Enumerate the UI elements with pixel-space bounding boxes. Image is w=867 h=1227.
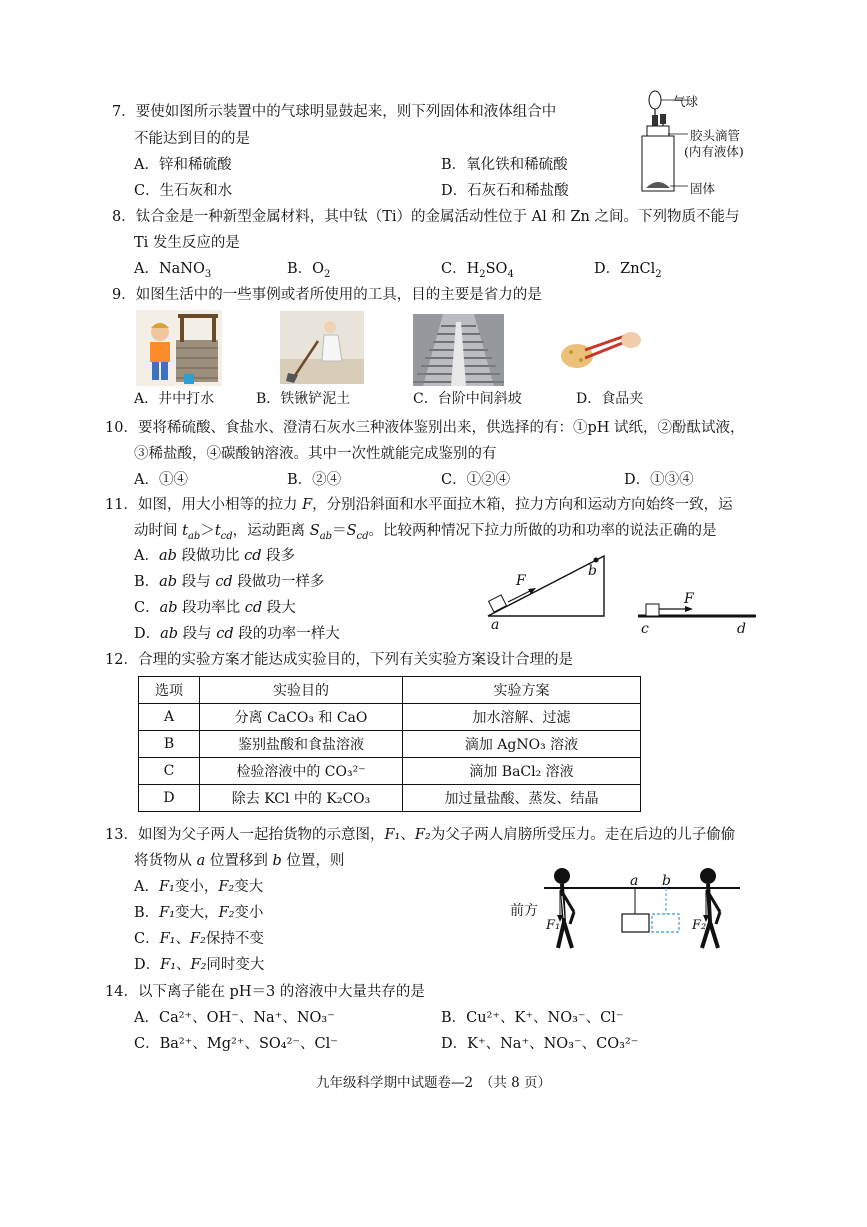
q13-option-c: C．F₁、F₂保持不变	[134, 931, 264, 947]
table-cell-plan: 加过量盐酸、蒸发、结晶	[403, 785, 641, 812]
q14-option-d: D．K⁺、Na⁺、NO₃⁻、CO₃²⁻	[441, 1036, 639, 1052]
q11-fig-point-b: b	[588, 563, 597, 579]
table-cell-plan: 加水溶解、过滤	[403, 704, 641, 731]
q10-option-c: C．①②④	[441, 472, 511, 488]
q13-option-d: D．F₁、F₂同时变大	[134, 957, 265, 973]
q7-option-d: D．石灰石和稀盐酸	[441, 183, 569, 199]
q10-stem-line2: ③稀盐酸，④碳酸钠溶液。其中一次性就能完成鉴别的有	[134, 446, 497, 462]
table-header-row	[139, 677, 641, 704]
q8-option-b: B．$O_2$	[287, 261, 331, 280]
q9-shovel-image	[280, 311, 364, 384]
q9-option-b: B．铁锹铲泥土	[256, 391, 351, 407]
table-cell-option: D	[139, 785, 200, 812]
table-header-cell: 实验方案	[403, 677, 641, 704]
q11-option-a: A．ab 段做功比 cd 段多	[134, 548, 296, 564]
q12-stem: 12．合理的实验方案才能达成实验目的，下列有关实验方案设计合理的是	[105, 652, 573, 668]
q11-fig-force-label-flat: F	[684, 591, 694, 607]
q7-option-b: B．氧化铁和稀硫酸	[441, 157, 568, 173]
q13-fig-f1-label: F₁	[546, 918, 561, 933]
table-cell-option: A	[139, 704, 200, 731]
q11-stem-line1: 11．如图，用大小相等的拉力 F，分别沿斜面和水平面拉木箱，拉力方向和运动方向始终一致，运	[105, 497, 733, 513]
page-footer: 九年级科学期中试题卷—2 （共 8 页）	[315, 1075, 551, 1091]
table-cell-option: C	[139, 758, 200, 785]
table-row	[139, 758, 641, 785]
q8-option-d: D．ZnCl$_2$	[594, 261, 662, 280]
q13-fig-f2-label: F₂	[692, 918, 707, 933]
q13-stem-line1: 13．如图为父子两人一起抬货物的示意图，F₁、F₂为父子两人肩膀所受压力。走在后边的儿子偷偷	[105, 827, 736, 843]
q9-stairs-image	[413, 314, 504, 386]
q13-fig-point-a: a	[630, 873, 639, 889]
table-cell-option: B	[139, 731, 200, 758]
q11-option-d: D．ab 段与 cd 段的功率一样大	[134, 626, 340, 642]
q11-fig-point-a: a	[491, 617, 500, 633]
table-cell-goal: 鉴别盐酸和食盐溶液	[200, 731, 403, 758]
q11-option-b: B．ab 段与 cd 段做功一样多	[134, 574, 325, 590]
q11-incline-figure	[478, 552, 768, 640]
q7-option-a: A．锌和稀硫酸	[134, 157, 232, 173]
q13-fig-front-label: 前方	[510, 903, 538, 919]
q7-fig-dropper-note: (内有液体)	[684, 144, 744, 159]
table-header-cell: 实验目的	[200, 677, 403, 704]
table-header-cell: 选项	[139, 677, 200, 704]
q7-fig-balloon-label: 气球	[673, 94, 699, 109]
q13-option-a: A．F₁变小，F₂变大	[134, 879, 264, 895]
table-cell-plan: 滴加 BaCl₂ 溶液	[403, 758, 641, 785]
q11-fig-point-d: d	[737, 621, 746, 637]
table-row	[139, 731, 641, 758]
table-cell-goal: 除去 KCl 中的 K₂CO₃	[200, 785, 403, 812]
q9-option-d: D．食品夹	[576, 391, 644, 407]
q9-option-a: A．井中打水	[134, 391, 215, 407]
q13-fig-point-b: b	[662, 873, 671, 889]
q9-option-c: C．台阶中间斜坡	[413, 391, 522, 407]
q7-option-c: C．生石灰和水	[134, 183, 233, 199]
q11-option-c: C．ab 段功率比 cd 段大	[134, 600, 296, 616]
table-row	[139, 704, 641, 731]
q10-option-b: B．②④	[287, 472, 342, 488]
q7-fig-dropper-label: 胶头滴管	[690, 128, 741, 143]
table-row	[139, 785, 641, 812]
table-cell-plan: 滴加 AgNO₃ 溶液	[403, 731, 641, 758]
table-cell-goal: 分离 CaCO₃ 和 CaO	[200, 704, 403, 731]
q11-stem-line2: 动时间 $t_{ab}>t_{cd}$，运动距离 $S_{ab}=S_{cd}$。比较两种情况下拉力所做的功和功率的说法正确的是	[134, 523, 717, 542]
q11-fig-force-label: F	[516, 573, 526, 589]
q14-stem: 14．以下离子能在 pH＝3 的溶液中大量共存的是	[105, 984, 425, 1000]
q10-stem-line1: 10．要将稀硫酸、食盐水、澄清石灰水三种液体鉴别出来，供选择的有：①pH 试纸，②酚酞试液，	[105, 420, 745, 436]
q8-option-a: A．NaNO$_3$	[134, 261, 212, 280]
q12-experiment-table	[138, 676, 641, 812]
q13-option-b: B．F₁变大，F₂变小	[134, 905, 264, 921]
q14-option-a: A．Ca²⁺、OH⁻、Na⁺、NO₃⁻	[134, 1010, 335, 1026]
q9-stem: 9．如图生活中的一些事例或者所使用的工具，目的主要是省力的是	[112, 287, 542, 303]
q7-stem-line2: 不能达到目的的是	[134, 131, 250, 147]
q14-option-b: B．Cu²⁺、K⁺、NO₃⁻、Cl⁻	[441, 1010, 624, 1026]
q8-stem-line1: 8．钛合金是一种新型金属材料，其中钛（Ti）的金属活动性位于 Al 和 Zn 之间。下列物质不能与	[112, 209, 740, 225]
q8-option-c: C．$H_2SO_4$	[441, 261, 514, 280]
q10-option-a: A．①④	[134, 472, 188, 488]
q7-stem-line1: 7．要使如图所示装置中的气球明显鼓起来，则下列固体和液体组合中	[112, 104, 557, 120]
q10-option-d: D．①③④	[624, 472, 694, 488]
q14-option-c: C．Ba²⁺、Mg²⁺、SO₄²⁻、Cl⁻	[134, 1036, 338, 1052]
q13-carrying-figure	[540, 862, 750, 954]
table-cell-goal: 检验溶液中的 CO₃²⁻	[200, 758, 403, 785]
q7-fig-solid-label: 固体	[690, 181, 716, 196]
q8-stem-line2: Ti 发生反应的是	[134, 235, 240, 251]
q9-well-image	[136, 310, 222, 386]
q11-fig-point-c: c	[641, 621, 649, 637]
q13-stem-line2: 将货物从 a 位置移到 b 位置，则	[134, 853, 345, 869]
q9-food-tongs-image	[555, 322, 641, 374]
